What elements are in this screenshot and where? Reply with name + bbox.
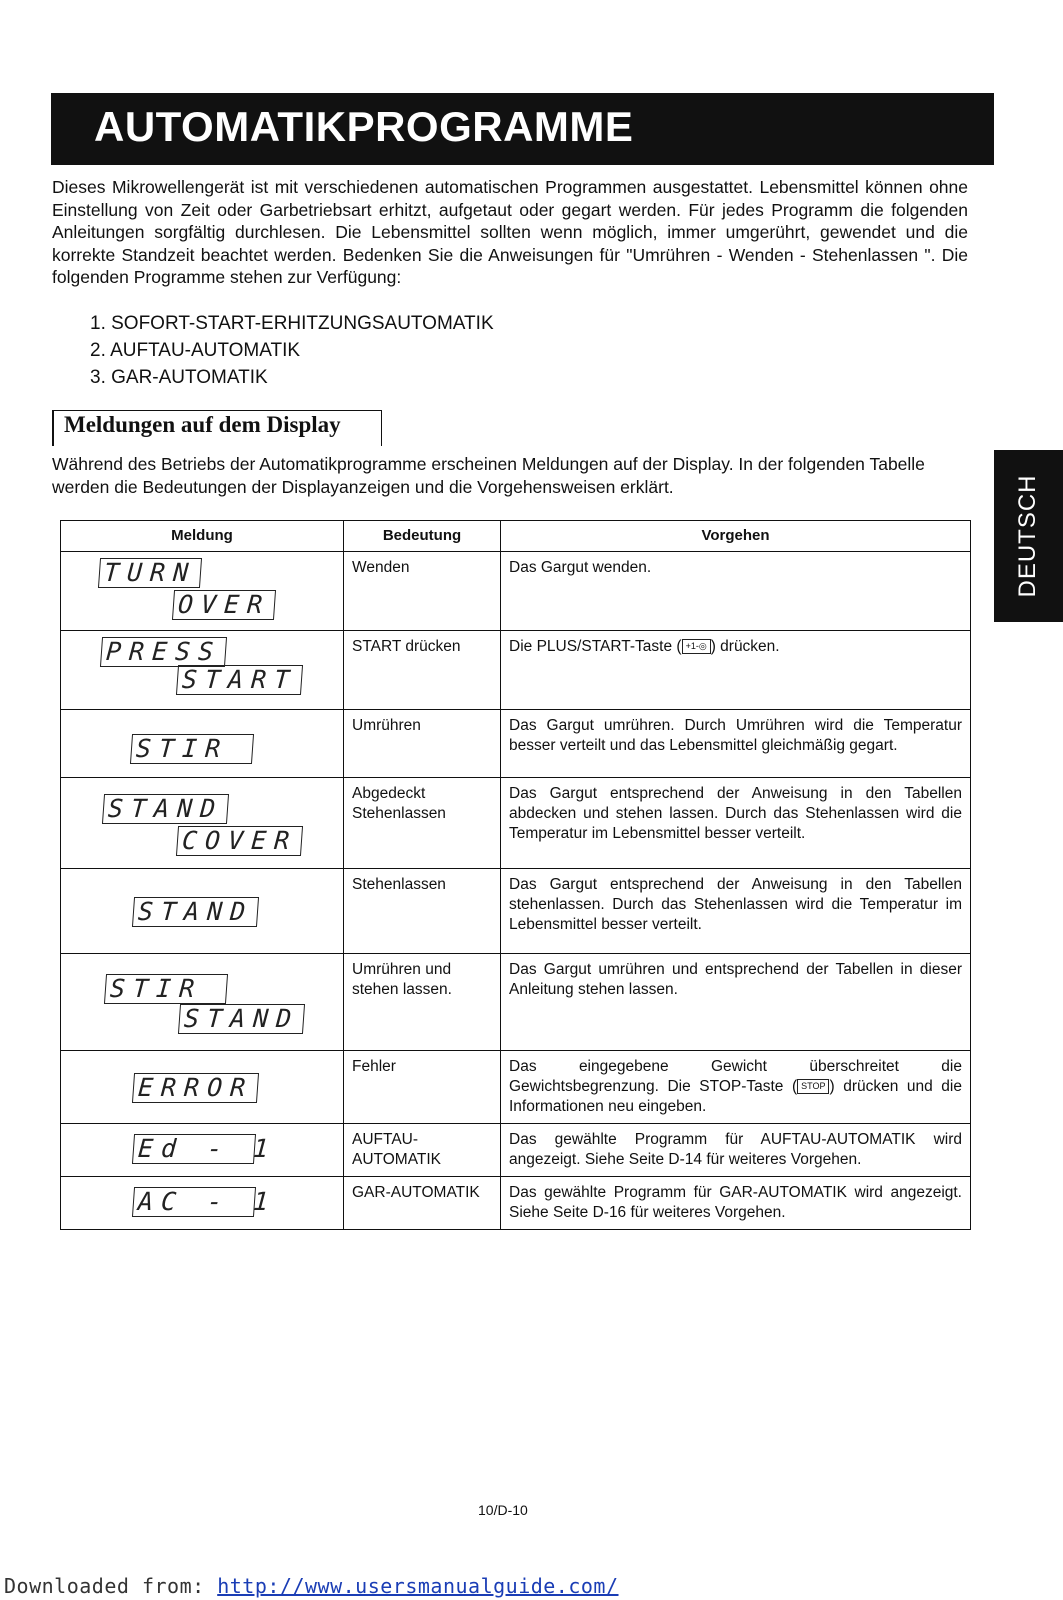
program-item: 3. GAR-AUTOMATIK: [90, 367, 268, 388]
lcd-display: TURN: [98, 558, 202, 588]
action-cell: Das gewählte Programm für AUFTAU-AUTOMATIK wird angezeigt. Siehe Seite D-14 für weiteres Vorgehen.: [501, 1124, 971, 1177]
meaning-cell: Abgedeckt Stehenlassen: [344, 778, 501, 869]
display-cell: [61, 710, 344, 778]
action-cell: Das Gargut umrühren und entsprechend der Tabellen in dieser Anleitung stehen lassen.: [501, 954, 971, 1051]
lcd-display: COVER: [176, 826, 303, 856]
action-cell: Das eingegebene Gewicht überschreitet die Gewichtsbegrenzung. Die STOP-Taste ( STOP ) drücken und die Informationen neu eingeben.: [501, 1051, 971, 1124]
action-cell: Das Gargut entsprechend der Anweisung in den Tabellen stehenlassen. Durch das Stehenlassen wird die Temperatur im Lebensmittel besser verteilt.: [501, 869, 971, 954]
table-row: [61, 954, 971, 1051]
table-header-row: [61, 521, 971, 552]
meaning-cell: Fehler: [344, 1051, 501, 1124]
program-item: 1. SOFORT-START-ERHITZUNGSAUTOMATIK: [90, 313, 494, 334]
section-paragraph: Während des Betriebs der Automatikprogramme erscheinen Meldungen auf der Display. In der folgenden Tabelle werden die Bedeutungen der Displayanzeigen und die Vorgehensweisen erklärt.: [52, 454, 925, 497]
table-row: [61, 710, 971, 778]
section-heading: Meldungen auf dem Display: [64, 412, 341, 437]
display-cell: [61, 1177, 344, 1230]
display-cell: [61, 552, 344, 631]
lcd-display: STIR: [104, 974, 228, 1004]
lcd-display: STAND: [178, 1004, 305, 1034]
display-messages-table: [60, 520, 971, 1230]
lcd-display: Ed - 1: [132, 1134, 256, 1164]
lcd-display: OVER: [172, 590, 276, 620]
meaning-cell: Umrühren: [344, 710, 501, 778]
column-header-meldung: Meldung: [61, 521, 344, 552]
intro-paragraph: Dieses Mikrowellengerät ist mit verschiedenen automatischen Programmen ausgestattet. Lebensmittel können ohne Einstellung von Zeit oder Garbetriebsart erhitzt, aufgetaut oder gegart werden. Für jedes Programm die folgenden Anleitungen sorgfältig durchlesen. Die Lebensmittel sollten wenn möglich, immer umgerührt, gewendet und die korrekte Standzeit beachtet werden. Bedenken Sie die Anweisungen für "Umrühren - Wenden - Stehenlassen ". Die folgenden Programme stehen zur Verfügung:: [52, 177, 968, 287]
column-header-vorgehen: Vorgehen: [501, 521, 971, 552]
meaning-cell: Umrühren und stehen lassen.: [344, 954, 501, 1051]
table-row: [61, 869, 971, 954]
footer-link[interactable]: http://www.usersmanualguide.com/: [217, 1574, 619, 1598]
program-item: 2. AUFTAU-AUTOMATIK: [90, 340, 301, 361]
page-number: 10/D-10: [478, 1502, 528, 1518]
action-cell: Das Gargut wenden.: [501, 552, 971, 631]
table-row: [61, 1124, 971, 1177]
lcd-display: AC - 1: [132, 1187, 256, 1217]
lcd-display: PRESS: [100, 637, 227, 667]
page-title: AUTOMATIKPROGRAMME: [94, 103, 634, 150]
lcd-display: START: [176, 665, 303, 695]
display-cell: [61, 778, 344, 869]
display-cell: [61, 631, 344, 710]
footer-prefix: Downloaded from:: [4, 1574, 218, 1598]
language-tab-label: DEUTSCH: [1014, 474, 1041, 598]
table-row: [61, 552, 971, 631]
lcd-display: STAND: [132, 897, 259, 927]
table-row: [61, 1177, 971, 1230]
table-row: [61, 631, 971, 710]
program-list: [90, 310, 494, 391]
stop-key-icon: STOP: [797, 1079, 829, 1094]
display-cell: [61, 1051, 344, 1124]
lcd-display: STIR: [130, 734, 254, 764]
lcd-display: ERROR: [132, 1073, 259, 1103]
display-cell: [61, 954, 344, 1051]
display-cell: [61, 869, 344, 954]
action-cell: Die PLUS/START-Taste ( +1-◎ ) drücken.: [501, 631, 971, 710]
meaning-cell: Stehenlassen: [344, 869, 501, 954]
meaning-cell: AUFTAU-AUTOMATIK: [344, 1124, 501, 1177]
action-cell: Das Gargut umrühren. Durch Umrühren wird die Temperatur besser verteilt und das Lebensmittel gleichmäßig gegart.: [501, 710, 971, 778]
meaning-cell: START drücken: [344, 631, 501, 710]
plus-start-key-icon: +1-◎: [682, 639, 711, 654]
action-cell: Das gewählte Programm für GAR-AUTOMATIK wird angezeigt. Siehe Seite D-16 für weiteres Vorgehen.: [501, 1177, 971, 1230]
display-cell: [61, 1124, 344, 1177]
download-footer: [4, 1574, 619, 1598]
table-row: [61, 1051, 971, 1124]
lcd-display: STAND: [102, 794, 229, 824]
meaning-cell: Wenden: [344, 552, 501, 631]
column-header-bedeutung: Bedeutung: [344, 521, 501, 552]
action-cell: Das Gargut entsprechend der Anweisung in den Tabellen abdecken und stehen lassen. Durch das Stehenlassen wird die Temperatur im Lebensmittel besser verteilt.: [501, 778, 971, 869]
meaning-cell: GAR-AUTOMATIK: [344, 1177, 501, 1230]
table-row: [61, 778, 971, 869]
